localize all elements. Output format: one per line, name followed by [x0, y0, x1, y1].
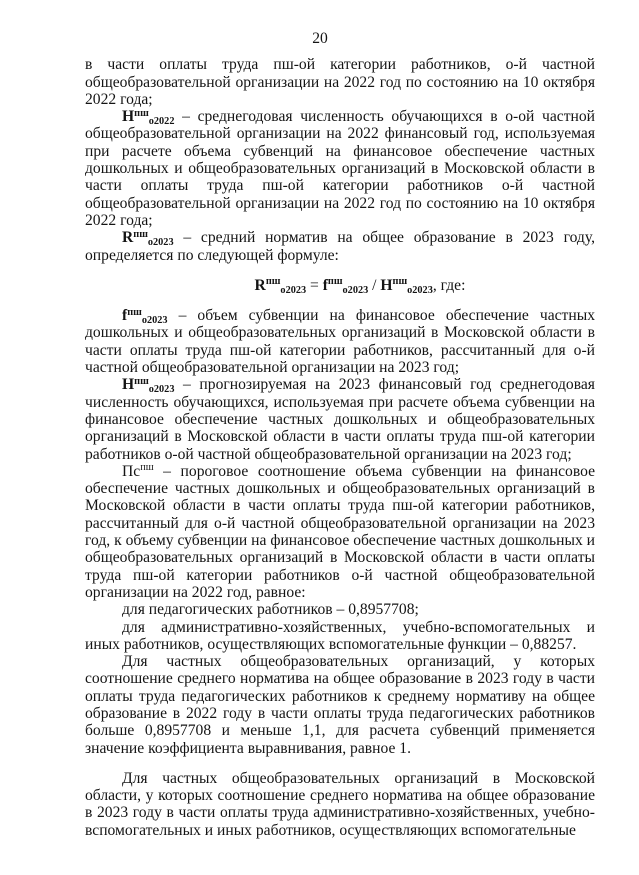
definition-r2023-text: – средний норматив на общее образование в 2023 году, определяется по следующей формуле: [85, 229, 595, 264]
paragraph-administrative: Для частных общеобразовательных организаций в Московской области, у которых соотношение среднего норматива на общее образование в 2023 году в части оплаты труда административно-хозяйственных, учебно-вспомогательных и иных работников, осуществляющих вспомогательные [85, 769, 595, 839]
definition-n2022 [85, 108, 595, 229]
definition-f2023 [85, 307, 595, 376]
definition-f2023-text: – объем субвенции на финансовое обеспечение частных дошкольных и общеобразовательных организаций в Московской области в части оплаты труда пш-ой категории работников, рассчитанный для о-й частной общеобразовательной организации на 2023 год; [85, 307, 595, 377]
ps-administrative: для административно-хозяйственных, учебно-вспомогательных и иных работников, осуществляющих вспомогательные функции – 0,88257. [85, 618, 595, 653]
symbol-n2022: $Н^{пш}_{о2022}$ [122, 107, 175, 128]
definition-ps-text: – пороговое соотношение объема субвенции на финансовое обеспечение частных дошкольных и общеобразовательных организаций в Московской области в части оплаты труда пш-ой категории работников, рассчитанный для о-й частной общеобразовательной организации на 2023 год, к объему субвенции на финансовое обеспечение частных дошкольных и общеобразовательных организаций в Московской области в части оплаты труда пш-ой категории работников о-й частной общеобразовательной организации на 2022 год, равное: [85, 462, 595, 601]
definition-ps [85, 463, 595, 601]
symbol-r2023: $R^{пш}_{о2023}$ [122, 228, 174, 249]
definition-n2023 [85, 376, 595, 462]
definition-r2023 [85, 229, 595, 264]
formula: $R^{пш}_{о2023} = f^{пш}_{о2023} / Н^{пш}_{о2023}$, где: [254, 276, 466, 296]
paragraph-pedagogical: Для частных общеобразовательных организаций, у которых соотношение среднего норматива на общее образование в 2023 году в части оплаты труда педагогических работников к среднему нормативу на общее образование в 2022 году в части оплаты труда педагогических работников больше 0,8957708 и меньше 1,1, для расчета субвенций применяется значение коэффициента выравнивания, равное 1. [85, 653, 595, 757]
ps-pedagogical: для педагогических работников – 0,8957708; [122, 601, 419, 619]
page-number: 20 [312, 30, 328, 47]
definition-n2022-text: – среднегодовая численность обучающихся в о-ой частной общеобразовательной организации на 2022 финансовый год, используемая при расчете объема субвенций на финансовое обеспечение частных дошкольных и общеобразовательных организаций в Московской области в части оплаты труда пш-ой категории работников о-й частной общеобразовательной организации на 2022 год по состоянию на 10 октября 2022 года; [85, 108, 595, 229]
symbol-n2023: $Н^{пш}_{о2023}$ [122, 375, 175, 396]
definition-n2023-text: – прогнозируемая на 2023 финансовый год среднегодовая численность обучающихся, используемая при расчете объема субвенции на финансовое обеспечение частных дошкольных и общеобразовательных организаций в Московской области в части оплаты труда пш-ой категории работников о-ой частной общеобразовательной организации на 2023 год; [85, 376, 595, 463]
symbol-ps: $Пс^{пш}$ [122, 462, 154, 480]
symbol-f2023: $f^{пш}_{о2023}$ [122, 306, 168, 327]
paragraph-continuation: в части оплаты труда пш-ой категории работников, о-й частной общеобразовательной организации на 2022 год по состоянию на 10 октября 2022 года; [85, 56, 595, 108]
